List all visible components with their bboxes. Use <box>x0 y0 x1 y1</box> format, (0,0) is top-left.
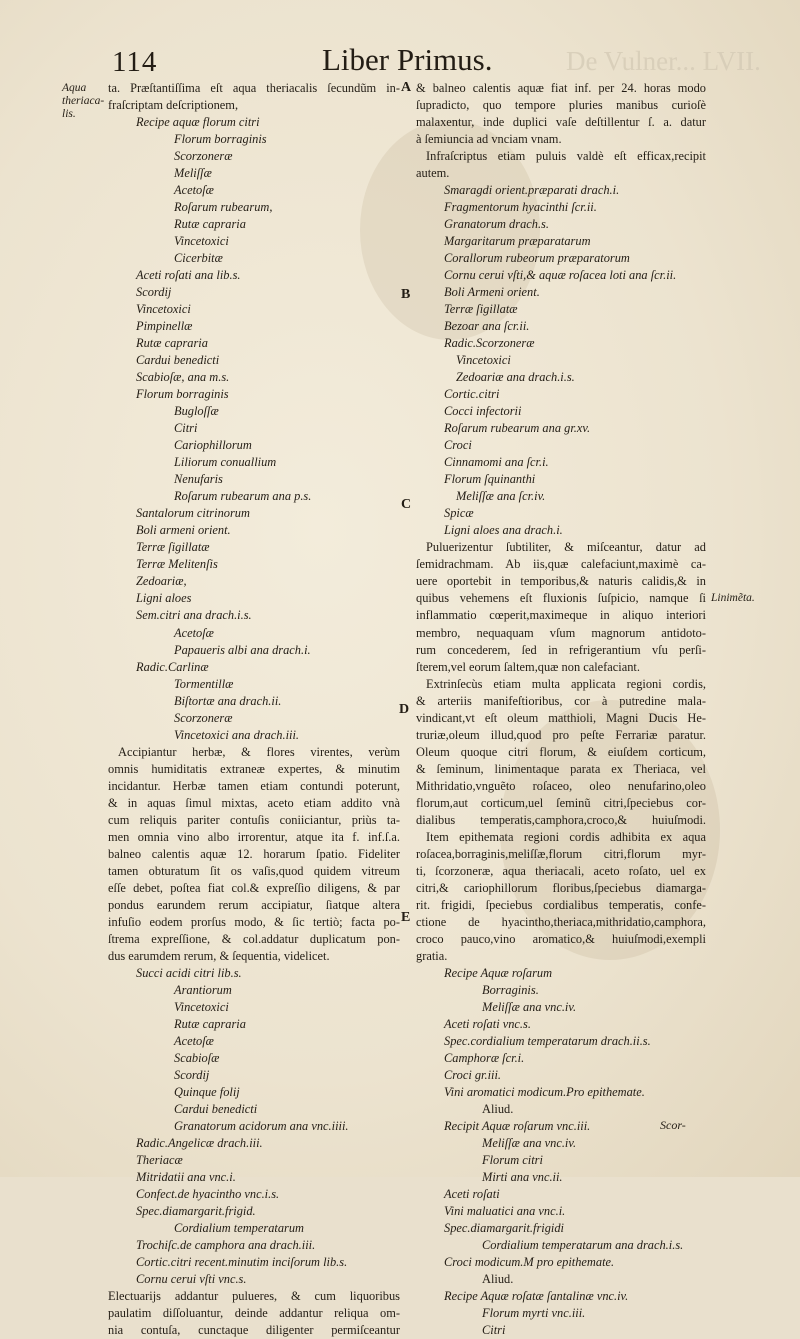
text-line: Recipe Aquæ roſarum <box>444 965 553 980</box>
text-line: Scorzoneræ <box>174 710 233 725</box>
text-line: Radic.Carlinæ <box>136 659 209 674</box>
text-line: Cornu cerui vſti,& aquæ roſacea loti ana ſcr.ii. <box>444 268 677 283</box>
section-letter-e: E <box>401 910 411 925</box>
text-line: cum reliquis pariter contuſis coniiciantur, priùs ta- <box>108 812 400 827</box>
text-line: Cortic.citri <box>444 387 500 402</box>
text-line: Croci gr.iii. <box>444 1067 502 1082</box>
text-line: Scorzoneræ <box>174 149 233 164</box>
text-line: Aliud. <box>482 1272 514 1287</box>
left-text-column <box>108 80 400 1339</box>
page-header <box>0 38 800 78</box>
bleed-through-text: De Vulner... LVII. <box>566 46 761 76</box>
text-line: balneo calentis aquæ 12. horarum ſpatio. Fideliter <box>108 846 400 861</box>
page-number: 114 <box>112 46 158 78</box>
text-line: & arteriis manifeſtioribus, cor à putredine mala- <box>416 693 706 708</box>
text-line: Scordij <box>174 1067 210 1082</box>
text-line: Cicerbitæ <box>174 251 223 266</box>
text-line: Accipiantur herbæ, & flores virentes, verùm <box>118 744 400 759</box>
text-line: Acetoſæ <box>174 625 214 640</box>
text-line: Bezoar ana ſcr.ii. <box>444 319 530 334</box>
text-line: Mithridatio,vnguẽto roſaceo, oleo nenufarino,oleo <box>416 778 706 793</box>
text-line: Roſarum rubearum, <box>174 200 273 215</box>
text-line: Citri <box>482 1323 506 1338</box>
text-line: Cardui benedicti <box>174 1101 258 1116</box>
text-line: Aliud. <box>482 1101 514 1116</box>
text-line: ta. Præſtantiſſima eſt aqua theriacalis ſecundũm in- <box>108 81 400 95</box>
text-line: Ligni aloes <box>136 591 192 606</box>
text-line: Acetoſæ <box>174 1033 214 1048</box>
text-line: Florum borraginis <box>174 132 267 147</box>
text-line: ſterem,vel eorum ſaltem,quæ non calefaciant. <box>416 659 640 674</box>
text-line: Spicæ <box>444 506 474 521</box>
text-line: rit. frigidi, ſpeciebus cordialibus temperatis, confe- <box>416 897 706 912</box>
text-line: Citri <box>174 421 198 436</box>
text-line: Mitridatii ana vnc.i. <box>136 1170 236 1184</box>
text-line: truriæ,oleum illud,quod pro peſte Ferrariæ paratur. <box>416 727 706 742</box>
text-line: uere oportebit in temporibus,& naturis calidis,& in <box>416 574 706 589</box>
text-line: Terræ ſigillatæ <box>136 540 210 555</box>
text-line: men omnia vino albo irrorentur, atque ita f. inf.ſ.a. <box>108 829 400 844</box>
text-line: Croci <box>444 438 472 453</box>
text-line: Sem.citri ana drach.i.s. <box>136 608 252 623</box>
text-line: pondus earundem rerum accipiatur, ſiatque altera <box>108 897 400 912</box>
text-line: Quinque folij <box>174 1084 240 1099</box>
text-line: roſacea,borraginis,meliſſæ,florum citri,florum myr- <box>416 846 706 861</box>
text-line: Rutæ capraria <box>136 336 208 351</box>
text-line: Cortic.citri recent.minutim inciſorum lib.s. <box>136 1255 348 1270</box>
text-line: membro, nequaquam vſum magnorum antidoto- <box>416 625 706 640</box>
margin-note-linimenta: Linimẽta. <box>711 592 755 604</box>
text-line: Acetoſæ <box>174 183 214 198</box>
text-line: ti, ſcorzoneræ, aqua theriacali, aceto roſato, uel ex <box>416 863 706 878</box>
text-line: Meliſſæ ana vnc.iv. <box>482 999 577 1014</box>
text-line: Recipit Aquæ roſarum vnc.iii. <box>444 1118 591 1133</box>
section-letter-a: A <box>401 80 412 95</box>
text-line: Vini maluatici ana vnc.i. <box>444 1204 566 1219</box>
text-line: Papaueris albi ana drach.i. <box>174 642 311 657</box>
text-line: Florum ſquinanthi <box>444 472 536 487</box>
text-line: Cornu cerui vſti vnc.s. <box>136 1272 247 1287</box>
margin-note-line: lis. <box>62 108 76 120</box>
margin-note-aqua-theriacalis <box>62 82 104 121</box>
text-line: Vincetoxici <box>136 302 191 317</box>
text-line: Smaragdi orient.præparati drach.i. <box>444 183 620 198</box>
text-line: Corallorum rubeorum præparatorum <box>444 251 630 266</box>
text-line: Zedoariæ, <box>136 574 187 589</box>
text-line: Vincetoxici <box>456 353 511 368</box>
text-line: Liliorum conuallium <box>174 455 277 470</box>
right-text-column <box>416 80 706 1339</box>
text-line: Santalorum citrinorum <box>136 506 250 521</box>
text-line: Radic.Scorzoneræ <box>444 336 535 351</box>
text-line: fraſcriptam deſcriptionem, <box>108 98 239 113</box>
text-line: vindicant,vt eſt oleum matthioli, Magni Ducis He- <box>416 710 706 725</box>
text-line: Cariophillorum <box>174 438 252 453</box>
text-line: Ligni aloes ana drach.i. <box>444 523 563 538</box>
text-line: Aceti roſati <box>444 1187 500 1202</box>
text-line: Meliſſæ <box>174 166 212 181</box>
text-line: Rutæ capraria <box>174 1016 246 1031</box>
text-line: & in aquas ſimul mixtas, aceto etiam addito vnà <box>108 795 400 810</box>
text-line: eſſe debet, poſtea fiat col.& expreſſio diligens, & par <box>108 880 400 895</box>
text-line: Tormentillæ <box>174 676 234 691</box>
text-line: inflammatio cœperit,maximeque in aliquo interiori <box>416 608 706 623</box>
running-title: Liber Primus. <box>322 42 493 77</box>
margin-note-line: theriaca- <box>62 95 105 107</box>
section-letter-d: D <box>399 702 410 717</box>
text-line: Item epithemata regioni cordis adhibita ex aqua <box>426 829 706 844</box>
text-line: ſupradicto, quo tempore pluries manibus curioſè <box>416 98 706 113</box>
text-line: Spec.diamargarit.frigid. <box>136 1204 256 1219</box>
text-line: florum,aut corticum,uel ſeminũ citri,ſpeciebus cor- <box>416 795 706 810</box>
text-line: incidantur. Herbæ tamen etiam contundi poterunt, <box>108 778 400 793</box>
text-line: Florum borraginis <box>136 387 229 402</box>
text-line: Succi acidi citri lib.s. <box>136 965 242 980</box>
text-line: Cordialium temperatarum <box>174 1221 304 1236</box>
text-line: ſemidrachmam. Ab iis,quæ calefaciunt,maximè ca- <box>416 557 706 572</box>
text-line: Cocci infectorii <box>444 404 522 419</box>
text-line: Infraſcriptus etiam puluis valdè eſt efficax,recipit <box>426 149 706 164</box>
text-line: Granatorum drach.s. <box>444 217 549 232</box>
text-line: Rutæ capraria <box>174 217 246 232</box>
text-line: Spec.cordialium temperatarum drach.ii.s. <box>444 1033 651 1048</box>
text-line: Aceti roſati ana lib.s. <box>136 268 241 283</box>
text-line: omnis humiditatis extraneæ expertes, & minutim <box>108 761 400 776</box>
text-line: Pimpinellæ <box>136 319 193 334</box>
text-line: Scabioſæ <box>174 1050 220 1065</box>
text-line: Borraginis. <box>482 982 539 997</box>
text-line: Croci modicum.M pro epithemate. <box>444 1255 615 1270</box>
text-line: Roſarum rubearum ana p.s. <box>174 489 312 504</box>
text-line: Margaritarum præparatarum <box>444 234 591 249</box>
text-line: Oleum quoque citri florum, & eiuſdem corticum, <box>416 744 706 759</box>
text-line: Electuarijs addantur pulueres, & cum liquoribus <box>108 1289 400 1304</box>
text-line: malaxentur, inde duplici vaſe deſtillentur ſ. a. datur <box>416 115 706 130</box>
text-line: Radic.Angelicæ drach.iii. <box>136 1135 263 1150</box>
text-line: Boli Armeni orient. <box>444 285 540 300</box>
text-line: Roſarum rubearum ana gr.xv. <box>444 421 591 436</box>
text-line: quibus vehemens eſt fluxionis ſuſpicio, namque ſi <box>416 591 706 606</box>
text-line: Arantiorum <box>174 982 232 997</box>
text-line: Puluerizentur ſubtiliter, & miſceantur, datur ad <box>426 540 706 555</box>
text-line: croco pauco,vino aromatico,& huiuſmodi,exempli <box>416 931 706 946</box>
text-line: dus earumdem rerum, & ſequentia, videlicet. <box>108 948 330 963</box>
text-line: rum concederem, ſed in refrigerantium vſu perſi- <box>416 642 706 657</box>
text-line: Vini aromatici modicum.Pro epithemate. <box>444 1084 645 1099</box>
text-line: Scordij <box>136 285 172 300</box>
text-line: & ſeminum, linimentaque parata ex Theriaca, vel <box>416 761 706 776</box>
text-line: citri,& cariophillorum floribus,ſpeciebus diamarga- <box>416 880 706 895</box>
text-line: dialibus temperatis,camphora,croco,& huiuſmodi. <box>416 812 706 827</box>
text-line: Meliſſæ ana ſcr.iv. <box>456 489 546 504</box>
text-line: Vincetoxici ana drach.iii. <box>174 727 300 742</box>
text-line: & balneo calentis aquæ fiat inf. per 24. horas modo <box>416 81 706 95</box>
text-line: nia contuſa, cunctaque diligenter permiſceantur <box>108 1323 400 1338</box>
text-line: Cinnamomi ana ſcr.i. <box>444 455 549 470</box>
text-line: Biſtortæ ana drach.ii. <box>174 693 282 708</box>
text-line: Aceti roſati vnc.s. <box>444 1016 531 1031</box>
text-line: Bugloſſæ <box>174 404 219 419</box>
text-line: autem. <box>416 166 450 181</box>
section-letter-b: B <box>401 287 411 302</box>
text-line: Trochiſc.de camphora ana drach.iii. <box>136 1238 316 1253</box>
text-line: à ſemiuncia ad vnciam vnam. <box>416 132 562 147</box>
text-line: Terræ Melitenſis <box>136 557 218 572</box>
text-line: Mirti ana vnc.ii. <box>482 1170 563 1184</box>
text-line: Florum myrti vnc.iii. <box>482 1306 586 1321</box>
margin-note-line: Aqua <box>62 82 87 94</box>
text-line: Meliſſæ ana vnc.iv. <box>482 1135 577 1150</box>
text-line: Fragmentorum hyacinthi ſcr.ii. <box>444 200 597 215</box>
text-line: Theriacæ <box>136 1152 183 1167</box>
text-line: infuſio eodem prorſus modo, & ſic tertiò; facta po- <box>108 914 400 929</box>
text-line: Nenufaris <box>174 472 223 487</box>
text-line: Recipe Aquæ roſatæ ſantalinæ vnc.iv. <box>444 1289 629 1304</box>
text-line: Spec.diamargarit.frigidi <box>444 1221 565 1236</box>
text-line: Camphoræ ſcr.i. <box>444 1050 525 1065</box>
text-line: Terræ ſigillatæ <box>444 302 518 317</box>
text-line: ctione de hyacintho,theriaca,mithridatio,camphora, <box>416 914 706 929</box>
section-letter-c: C <box>401 497 412 512</box>
text-line: Granatorum acidorum ana vnc.iiii. <box>174 1118 349 1133</box>
catchword: Scor- <box>660 1118 686 1132</box>
text-line: paulatim diſſoluantur, deinde addantur reliqua om- <box>108 1306 400 1321</box>
text-line: Zedoariæ ana drach.i.s. <box>456 370 575 385</box>
text-line: Vincetoxici <box>174 234 229 249</box>
text-line: Extrinſecùs etiam multa applicata regioni cordis, <box>426 676 706 691</box>
text-line: Recipe aquæ florum citri <box>136 115 260 130</box>
text-line: Vincetoxici <box>174 999 229 1014</box>
text-line: gratia. <box>416 948 448 963</box>
text-line: Cardui benedicti <box>136 353 220 368</box>
text-line: tamen obturatum ſit os vaſis,quod quidem vitreum <box>108 863 400 878</box>
text-line: Confect.de hyacintho vnc.i.s. <box>136 1187 280 1202</box>
text-line: ſtrema expreſſione, & col.addatur duplicatum pon- <box>108 931 400 946</box>
text-line: Scabioſæ, ana m.s. <box>136 370 230 385</box>
text-line: Cordialium temperatarum ana drach.i.s. <box>482 1238 684 1253</box>
text-line: Boli armeni orient. <box>136 523 231 538</box>
text-line: Florum citri <box>482 1152 543 1167</box>
